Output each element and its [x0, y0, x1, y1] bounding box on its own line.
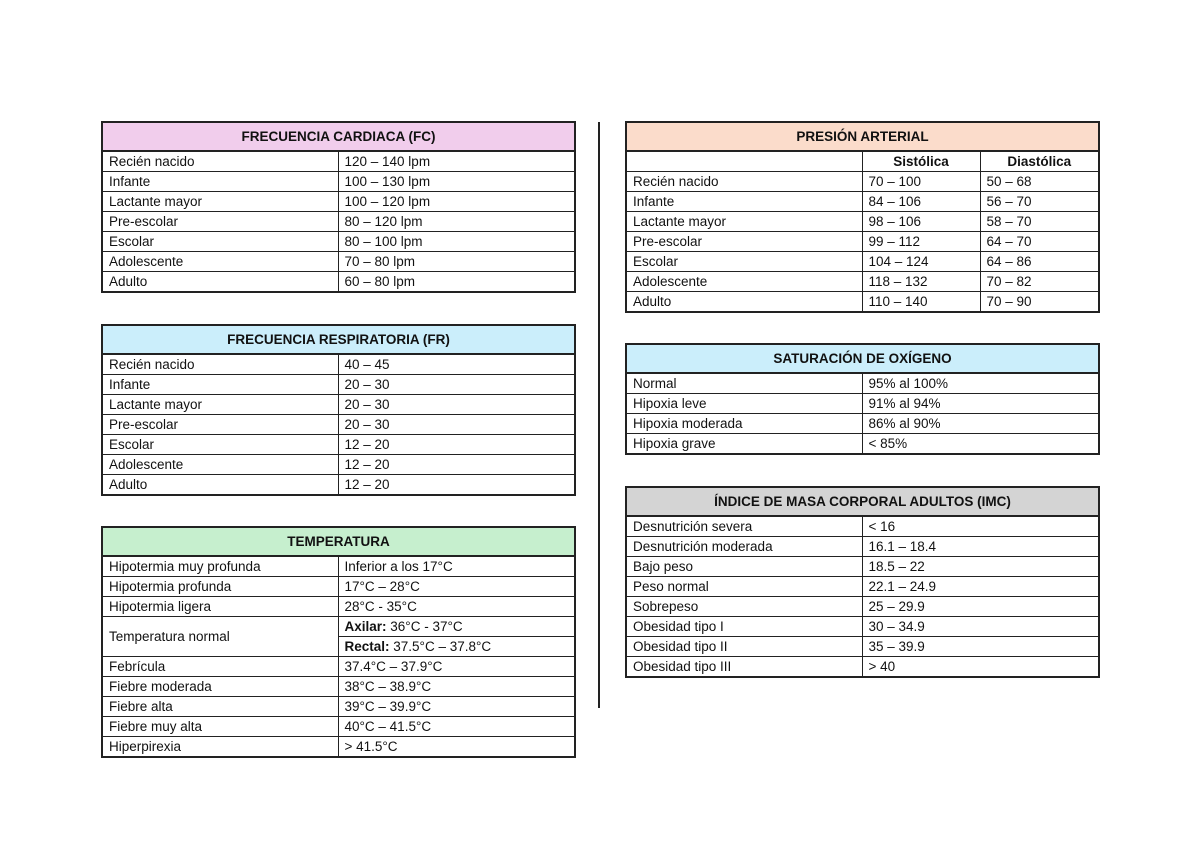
temp-table [101, 526, 576, 758]
row-label: Peso normal [626, 577, 862, 597]
row-value: 91% al 94% [862, 394, 1099, 414]
row-label: Adolescente [102, 252, 338, 272]
row-value: 28°C - 35°C [338, 597, 575, 617]
row-value: 98 – 106 [862, 212, 980, 232]
row-label: Hipoxia moderada [626, 414, 862, 434]
row-label: Recién nacido [626, 172, 862, 192]
sat-title: SATURACIÓN DE OXÍGENO [626, 344, 1099, 373]
temp-normal-axilar [338, 617, 575, 637]
row-label: Febrícula [102, 657, 338, 677]
temp-row-normal [102, 617, 575, 637]
row-value: 20 – 30 [338, 395, 575, 415]
pa-row [626, 232, 1099, 252]
row-value: 110 – 140 [862, 292, 980, 313]
row-label: Escolar [102, 232, 338, 252]
row-value: 99 – 112 [862, 232, 980, 252]
row-label: Obesidad tipo III [626, 657, 862, 678]
pa-header-sistolica: Sistólica [862, 151, 980, 172]
row-label: Hipotermia profunda [102, 577, 338, 597]
row-value: 60 – 80 lpm [338, 272, 575, 293]
pa-col-headers [626, 151, 1099, 172]
row-value: 12 – 20 [338, 435, 575, 455]
fc-row [102, 232, 575, 252]
pa-row [626, 252, 1099, 272]
row-value: 17°C – 28°C [338, 577, 575, 597]
row-label: Fiebre alta [102, 697, 338, 717]
row-label: Lactante mayor [102, 395, 338, 415]
temp-title: TEMPERATURA [102, 527, 575, 556]
sat-row [626, 373, 1099, 394]
fr-row [102, 415, 575, 435]
pa-row [626, 292, 1099, 313]
axilar-value: 36°C - 37°C [386, 618, 463, 634]
temp-row [102, 657, 575, 677]
fr-row [102, 455, 575, 475]
fr-row [102, 375, 575, 395]
row-value: 18.5 – 22 [862, 557, 1099, 577]
imc-row [626, 617, 1099, 637]
row-label: Pre-escolar [102, 415, 338, 435]
fc-row [102, 151, 575, 172]
fr-title: FRECUENCIA RESPIRATORIA (FR) [102, 325, 575, 354]
row-value: 50 – 68 [980, 172, 1099, 192]
row-label: Adulto [102, 475, 338, 496]
imc-row [626, 537, 1099, 557]
row-value: 12 – 20 [338, 475, 575, 496]
row-value: 70 – 100 [862, 172, 980, 192]
row-label: Hipotermia muy profunda [102, 556, 338, 577]
fc-row [102, 172, 575, 192]
temp-row [102, 697, 575, 717]
row-label: Adulto [102, 272, 338, 293]
temp-row [102, 577, 575, 597]
row-label: Escolar [626, 252, 862, 272]
row-label: Infante [102, 375, 338, 395]
row-value: < 16 [862, 516, 1099, 537]
row-value: 40°C – 41.5°C [338, 717, 575, 737]
imc-row [626, 557, 1099, 577]
row-value: 80 – 100 lpm [338, 232, 575, 252]
row-label: Infante [102, 172, 338, 192]
pa-header-diastolica: Diastólica [980, 151, 1099, 172]
row-value: 35 – 39.9 [862, 637, 1099, 657]
row-label: Hipotermia ligera [102, 597, 338, 617]
row-value: 56 – 70 [980, 192, 1099, 212]
row-label: Fiebre muy alta [102, 717, 338, 737]
fc-table [101, 121, 576, 293]
row-value: 20 – 30 [338, 415, 575, 435]
row-label: Infante [626, 192, 862, 212]
fc-row [102, 272, 575, 293]
pa-row [626, 172, 1099, 192]
row-value: 70 – 80 lpm [338, 252, 575, 272]
fr-row [102, 435, 575, 455]
sat-row [626, 414, 1099, 434]
row-label: Adolescente [626, 272, 862, 292]
fr-table [101, 324, 576, 496]
row-value: 64 – 70 [980, 232, 1099, 252]
row-value: 30 – 34.9 [862, 617, 1099, 637]
imc-row [626, 516, 1099, 537]
row-value: 70 – 90 [980, 292, 1099, 313]
row-value: 80 – 120 lpm [338, 212, 575, 232]
fc-row [102, 192, 575, 212]
row-value: 12 – 20 [338, 455, 575, 475]
pa-row [626, 272, 1099, 292]
row-value: 86% al 90% [862, 414, 1099, 434]
sat-table [625, 343, 1100, 455]
row-value: 16.1 – 18.4 [862, 537, 1099, 557]
row-label: Recién nacido [102, 354, 338, 375]
sat-row [626, 434, 1099, 455]
row-value: 100 – 120 lpm [338, 192, 575, 212]
temp-normal-label: Temperatura normal [102, 617, 338, 657]
fc-title: FRECUENCIA CARDIACA (FC) [102, 122, 575, 151]
row-label: Normal [626, 373, 862, 394]
row-value: 25 – 29.9 [862, 597, 1099, 617]
row-label: Recién nacido [102, 151, 338, 172]
row-value: 64 – 86 [980, 252, 1099, 272]
row-label: Obesidad tipo I [626, 617, 862, 637]
row-label: Desnutrición moderada [626, 537, 862, 557]
pa-title: PRESIÓN ARTERIAL [626, 122, 1099, 151]
temp-row [102, 737, 575, 758]
row-label: Desnutrición severa [626, 516, 862, 537]
imc-row [626, 577, 1099, 597]
row-value: 118 – 132 [862, 272, 980, 292]
row-value: 95% al 100% [862, 373, 1099, 394]
fr-row [102, 354, 575, 375]
rectal-label: Rectal: [344, 638, 390, 654]
pa-row [626, 212, 1099, 232]
row-label: Hipoxia leve [626, 394, 862, 414]
row-label: Lactante mayor [626, 212, 862, 232]
row-value: 38°C – 38.9°C [338, 677, 575, 697]
row-label: Hipoxia grave [626, 434, 862, 455]
row-value: 20 – 30 [338, 375, 575, 395]
temp-row [102, 677, 575, 697]
column-divider [598, 122, 600, 708]
row-label: Pre-escolar [102, 212, 338, 232]
imc-row [626, 637, 1099, 657]
rectal-value: 37.5°C – 37.8°C [389, 638, 492, 654]
row-label: Sobrepeso [626, 597, 862, 617]
row-label: Hiperpirexia [102, 737, 338, 758]
pa-table [625, 121, 1100, 313]
row-value: 104 – 124 [862, 252, 980, 272]
row-value: 100 – 130 lpm [338, 172, 575, 192]
imc-row [626, 597, 1099, 617]
row-value: Inferior a los 17°C [338, 556, 575, 577]
row-value: 70 – 82 [980, 272, 1099, 292]
row-label: Escolar [102, 435, 338, 455]
fc-row [102, 252, 575, 272]
imc-title: ÍNDICE DE MASA CORPORAL ADULTOS (IMC) [626, 487, 1099, 516]
row-label: Lactante mayor [102, 192, 338, 212]
temp-row [102, 717, 575, 737]
row-value: 39°C – 39.9°C [338, 697, 575, 717]
imc-table [625, 486, 1100, 678]
sat-row [626, 394, 1099, 414]
row-value: 22.1 – 24.9 [862, 577, 1099, 597]
row-value: > 41.5°C [338, 737, 575, 758]
temp-normal-rectal [338, 637, 575, 657]
axilar-label: Axilar: [344, 618, 387, 634]
row-value: < 85% [862, 434, 1099, 455]
row-value: 37.4°C – 37.9°C [338, 657, 575, 677]
fr-row [102, 395, 575, 415]
row-label: Fiebre moderada [102, 677, 338, 697]
pa-header-empty [626, 151, 862, 172]
temp-row [102, 556, 575, 577]
row-label: Adulto [626, 292, 862, 313]
fc-row [102, 212, 575, 232]
row-value: 120 – 140 lpm [338, 151, 575, 172]
row-label: Pre-escolar [626, 232, 862, 252]
imc-row [626, 657, 1099, 678]
row-label: Obesidad tipo II [626, 637, 862, 657]
temp-row [102, 597, 575, 617]
row-value: 58 – 70 [980, 212, 1099, 232]
row-label: Adolescente [102, 455, 338, 475]
fr-row [102, 475, 575, 496]
pa-row [626, 192, 1099, 212]
row-value: 40 – 45 [338, 354, 575, 375]
row-value: > 40 [862, 657, 1099, 678]
row-value: 84 – 106 [862, 192, 980, 212]
row-label: Bajo peso [626, 557, 862, 577]
